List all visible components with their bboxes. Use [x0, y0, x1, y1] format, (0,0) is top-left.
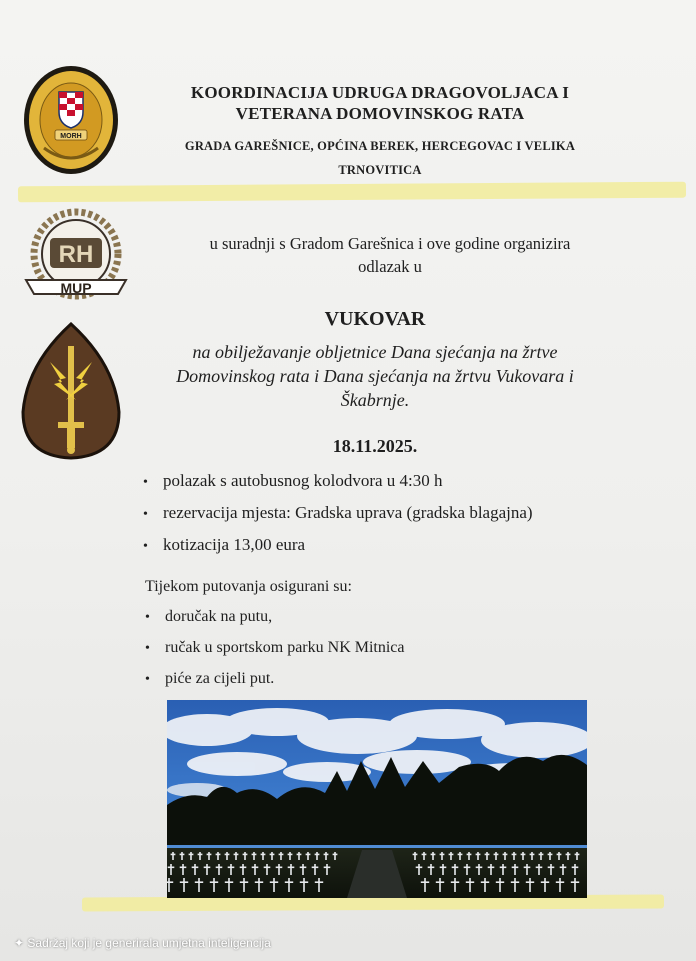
lunch-item: ručak u sportskom parku NK Mitnica: [165, 639, 405, 656]
mup-emblem-icon: [20, 208, 132, 310]
list-item: [145, 633, 565, 664]
list-item: [145, 602, 565, 633]
intro-line-1: u suradnji s Gradom Garešnica i ove godine organizira: [209, 234, 571, 253]
list-item: [143, 466, 663, 498]
list-item: [145, 664, 565, 695]
reservation-detail: rezervacija mjesta: Gradska uprava (gradska blagajna): [163, 503, 533, 522]
intro-text: [150, 232, 630, 278]
org-line-3: GRADA GAREŠNICE, OPĆINA BEREK, HERCEGOVAC I VELIKA: [184, 139, 576, 153]
fee-detail: kotizacija 13,00 eura: [163, 535, 306, 554]
covered-list: [145, 602, 565, 695]
morh-emblem-icon: [22, 64, 120, 176]
org-line-2: VETERANA DOMOVINSKOG RATA: [235, 104, 525, 123]
morh-label: MORH: [60, 133, 82, 140]
organization-subtitle: [120, 134, 640, 182]
breakfast-item: doručak na putu,: [165, 608, 273, 625]
occasion-line-2: Domovinskog rata i Dana sjećanja na žrtvu Vukovara i: [176, 366, 574, 386]
departure-detail: polazak s autobusnog kolodvora u 4:30 h: [163, 471, 443, 490]
ai-generated-notice: ✦ Sadržaj koji je generirala umjetna inteligencija: [14, 936, 271, 950]
mup-letters: RH: [58, 241, 94, 268]
event-date: 18.11.2025.: [332, 436, 418, 456]
list-item: [143, 530, 663, 562]
lightning-sword-emblem-icon: [20, 322, 122, 460]
occasion-line-3: Škabrnje.: [340, 390, 410, 410]
list-item: [143, 498, 663, 530]
organization-title: [120, 82, 640, 124]
occasion-line-1: na obilježavanje obljetnice Dana sjećanja na žrtve: [192, 342, 558, 362]
details-list: [143, 466, 663, 562]
mup-label: MUP: [60, 280, 92, 296]
drinks-item: piće za cijeli put.: [165, 670, 275, 687]
destination-title: VUKOVAR: [324, 308, 426, 330]
org-line-1: KOORDINACIJA UDRUGA DRAGOVOLJACA I: [190, 83, 570, 102]
occasion-text: [135, 340, 615, 412]
memorial-cemetery-photo: [167, 700, 587, 898]
org-line-4: TRNOVITICA: [338, 163, 422, 177]
intro-line-2: odlazak u: [358, 257, 422, 276]
highlight-strip-top: [18, 182, 686, 203]
covered-intro: Tijekom putovanja osigurani su:: [145, 578, 352, 595]
